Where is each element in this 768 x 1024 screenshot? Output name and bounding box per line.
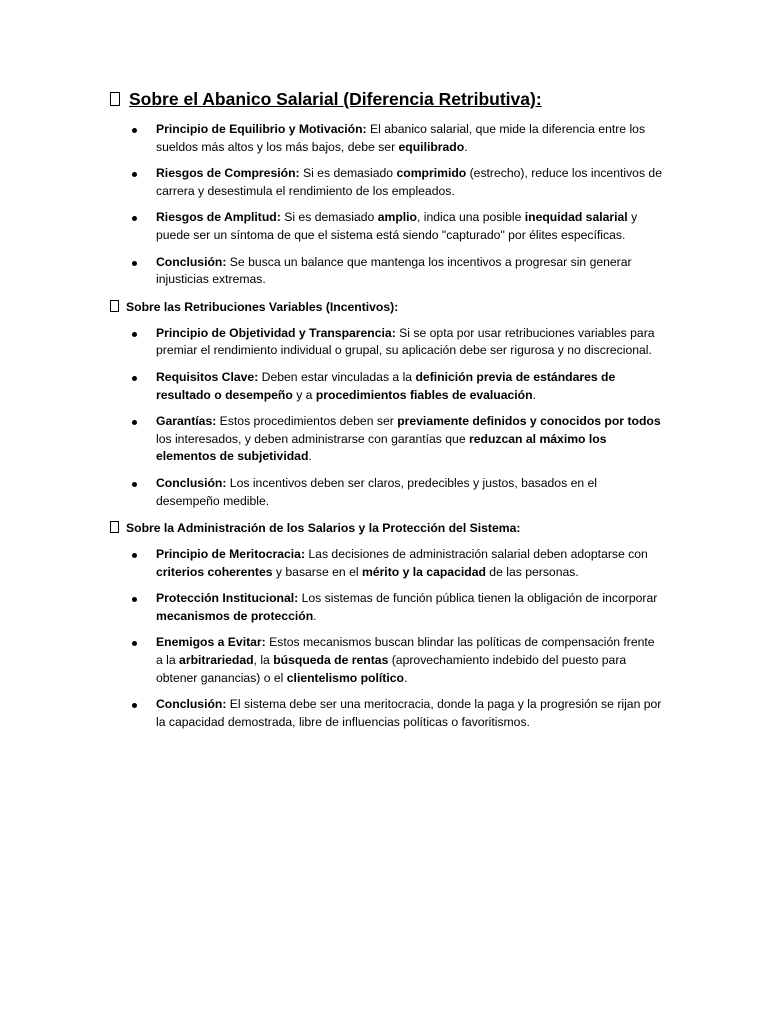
text-run: Estos mecanismos buscan blindar las políticas de compensación frente a la (156, 635, 655, 668)
bullet-icon (132, 553, 137, 558)
bold-text-run: Conclusión: (156, 254, 227, 269)
list-item (156, 696, 664, 731)
bold-text-run: equilibrado (398, 139, 465, 154)
section-heading-retribuciones-variables (110, 298, 668, 316)
text-run: . (532, 387, 536, 402)
list-item (156, 413, 664, 466)
list-item (156, 254, 664, 289)
bold-text-run: previamente definidos y conocidos por todos (397, 414, 661, 429)
text-run: , indica una posible (417, 210, 525, 225)
missing-glyph-icon (110, 300, 119, 312)
section-heading-abanico-salarial (110, 88, 668, 110)
bold-text-run: clientelismo político (286, 670, 404, 685)
bold-text-run: mecanismos de protección (156, 608, 314, 623)
section-heading-text: Sobre el Abanico Salarial (Diferencia Retributiva): (129, 89, 542, 109)
bold-text-run: Riesgos de Amplitud: (156, 210, 281, 225)
bold-text-run: comprimido (396, 166, 467, 181)
list-item (156, 209, 664, 244)
text-run: Las decisiones de administración salarial deben adoptarse con (305, 547, 648, 562)
list-item (156, 369, 664, 404)
list-item (156, 121, 664, 156)
text-run: El sistema debe ser una meritocracia, donde la paga y la progresión se rijan por la capacidad demostrada, libre de influencias políticas o favoritismos. (156, 697, 662, 729)
text-run: Si es demasiado (299, 166, 397, 181)
bold-text-run: amplio (377, 210, 417, 225)
bold-text-run: Protección Institucional: (156, 591, 299, 606)
text-run: los interesados, y deben administrarse con garantías que (156, 431, 469, 446)
bullet-icon (132, 332, 137, 337)
text-run: (estrecho), reduce los incentivos de carrera y desestimula el rendimiento de los empleados. (156, 166, 662, 198)
text-run: . (403, 670, 408, 685)
bullet-list-abanico (110, 121, 668, 289)
bold-text-run: Requisitos Clave: (156, 369, 259, 384)
bullet-icon (132, 216, 137, 221)
section-heading-text: Sobre las Retribuciones Variables (Incentivos): (126, 299, 399, 314)
text-run: Se busca un balance que mantenga los incentivos a progresar sin generar injusticias extremas. (156, 254, 632, 287)
bullet-icon (132, 128, 137, 133)
text-run: (aprovechamiento indebido del puesto para obtener ganancias) o el (156, 653, 627, 685)
bullet-icon (132, 420, 137, 425)
bullet-icon (132, 597, 137, 602)
bold-text-run: criterios coherentes (156, 564, 273, 579)
bold-text-run: Garantías: (156, 414, 217, 429)
bold-text-run: Principio de Objetividad y Transparencia: (156, 325, 396, 340)
missing-glyph-icon (110, 92, 120, 106)
text-run: , la (253, 653, 274, 668)
list-item (156, 590, 664, 625)
bullet-icon (132, 376, 137, 381)
bullet-icon (132, 482, 137, 487)
missing-glyph-icon (110, 521, 119, 533)
bold-text-run: Conclusión: (156, 697, 227, 712)
text-run: y puede ser un síntoma de que el sistema está siendo "capturado" por élites específicas. (156, 210, 638, 242)
bold-text-run: inequidad salarial (524, 210, 628, 225)
bold-text-run: búsqueda de rentas (273, 653, 389, 668)
bullet-list-administracion (110, 546, 668, 731)
bold-text-run: Conclusión: (156, 475, 227, 490)
text-run: El abanico salarial, que mide la diferencia entre los sueldos más altos y los más bajos, debe ser (156, 122, 646, 154)
bold-text-run: reduzcan al máximo los elementos de subjetividad (156, 431, 607, 464)
text-run: . (313, 608, 317, 623)
text-run: Deben estar vinculadas a la (258, 369, 416, 384)
bold-text-run: Principio de Meritocracia: (156, 547, 305, 562)
section-heading-administracion-salarios (110, 519, 668, 537)
text-run: . (308, 449, 312, 464)
text-run: de las personas. (485, 564, 579, 579)
text-run: Si es demasiado (280, 210, 378, 225)
bold-text-run: definición previa de estándares de resultado o desempeño (156, 369, 616, 402)
text-run: y basarse en el (272, 564, 362, 579)
text-run: Estos procedimientos deben ser (216, 414, 398, 429)
list-item (156, 165, 664, 200)
bullet-list-retribuciones (110, 325, 668, 510)
bold-text-run: arbitrariedad (179, 653, 254, 668)
section-heading-text: Sobre la Administración de los Salarios y la Protección del Sistema: (126, 521, 521, 536)
list-item (156, 546, 664, 581)
text-run: Los incentivos deben ser claros, predecibles y justos, basados en el desempeño medible. (156, 475, 597, 508)
text-run: y a (292, 387, 316, 402)
list-item (156, 475, 664, 510)
bold-text-run: Riesgos de Compresión: (156, 166, 300, 181)
bold-text-run: Enemigos a Evitar: (156, 635, 266, 650)
text-run: . (464, 139, 468, 154)
bold-text-run: procedimientos fiables de evaluación (315, 387, 533, 402)
list-item (156, 634, 664, 687)
list-item (156, 325, 664, 360)
bold-text-run: Principio de Equilibrio y Motivación: (156, 122, 367, 136)
bold-text-run: mérito y la capacidad (361, 564, 486, 579)
text-run: Si se opta por usar retribuciones variables para premiar el rendimiento individual o grupal, su aplicación debe ser rigurosa y no discrecional. (156, 325, 655, 358)
bullet-icon (132, 261, 137, 266)
text-run: Los sistemas de función pública tienen la obligación de incorporar (298, 591, 658, 606)
bullet-icon (132, 703, 137, 708)
bullet-icon (132, 172, 137, 177)
bullet-icon (132, 641, 137, 646)
